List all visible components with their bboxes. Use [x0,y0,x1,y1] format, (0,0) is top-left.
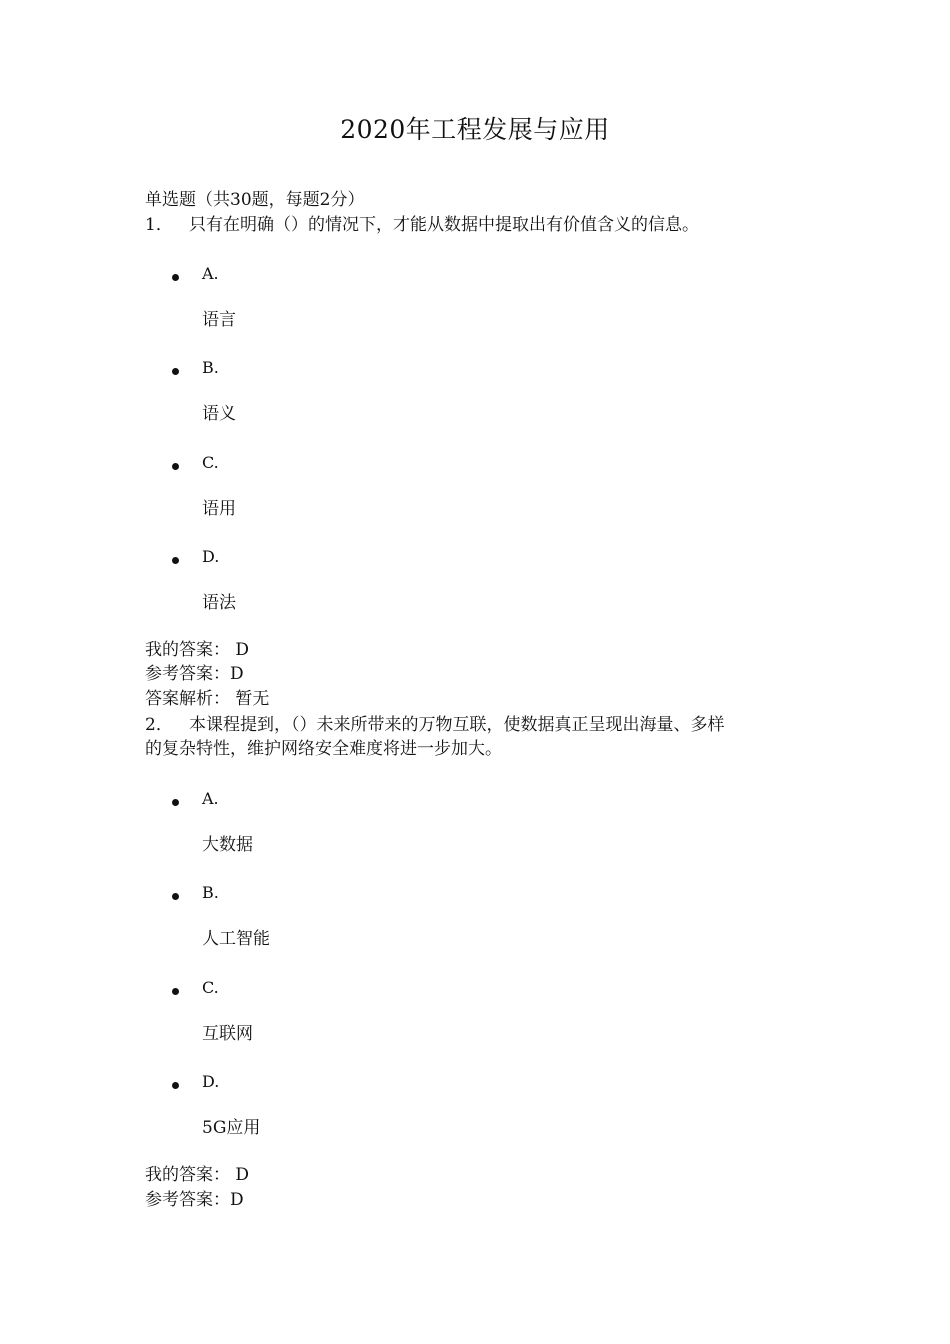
option-label-a: A. [202,264,219,283]
reference-answer: 参考答案：D [145,1190,244,1210]
section-header: 单选题（共30题，每题2分） [145,190,365,210]
document-title: 2020年工程发展与应用 [340,115,610,144]
option-label-c: C. [202,453,219,472]
question-text-line-2: 的复杂特性，维护网络安全难度将进一步加大。 [145,739,502,759]
option-label-c: C. [202,978,219,997]
option-label-b: B. [202,358,219,377]
bullet-icon [172,557,179,564]
option-text-d: 5G应用 [202,1118,261,1138]
bullet-icon [172,463,179,470]
option-text-a: 语言 [202,310,236,330]
bullet-icon [172,368,179,375]
bullet-icon [172,1082,179,1089]
my-answer: 我的答案： D [145,640,250,660]
option-label-a: A. [202,789,219,808]
option-label-d: D. [202,1072,220,1091]
my-answer: 我的答案： D [145,1165,250,1185]
question-number: 1． [145,215,173,235]
option-text-a: 大数据 [202,835,253,855]
question-text-line-1: 本课程提到，（）未来所带来的万物互联，使数据真正呈现出海量、多样 [189,715,725,735]
option-text-c: 互联网 [202,1024,253,1044]
option-label-d: D. [202,547,220,566]
answer-analysis: 答案解析： 暂无 [145,689,270,709]
option-label-b: B. [202,883,219,902]
bullet-icon [172,799,179,806]
question-1 [145,213,815,237]
bullet-icon [172,893,179,900]
question-number: 2． [145,715,173,735]
bullet-icon [172,274,179,281]
option-text-c: 语用 [202,499,236,519]
option-text-b: 语义 [202,404,236,424]
reference-answer: 参考答案：D [145,664,244,684]
question-2 [145,713,815,761]
option-text-b: 人工智能 [202,929,270,949]
option-text-d: 语法 [202,593,236,613]
question-text: 只有在明确（）的情况下，才能从数据中提取出有价值含义的信息。 [189,215,699,235]
bullet-icon [172,988,179,995]
